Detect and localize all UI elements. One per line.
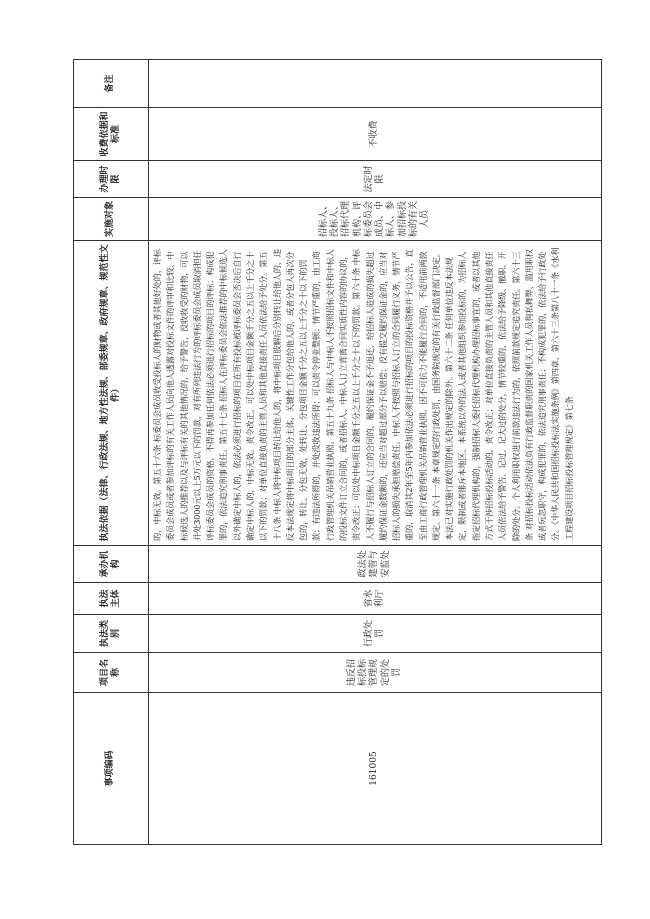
table-row <box>149 60 602 845</box>
header-target: 实施对象 <box>74 198 149 241</box>
header-item-code: 事项编码 <box>74 693 149 845</box>
cell-time-limit: 法定时限 <box>149 161 602 198</box>
legal-basis-text: 的，中标无效。第五十六条 标委员会成员收受投标人的财物或者其他好处的，评标委员会成员或者参加评标的有关工作人员向他人透露对投标文件的评审和比较、中标候选人的推荐以及与评标有关的其他情况的，给予警告，没收收受的财物，可以并处3000元以上5万元以下的罚款，对有所列违法行为的评标委员会成员取消担任评标委员会成员的资格，不得再参加任何依法必须进行招标的项目的评标；构成犯罪的，依法追究刑事责任。第五十七条 招标人在评标委员会依法推荐的中标候选人以外确定中标人的，依法必须进行招标的项目在所有投标被评标委员会否决后自行确定中标人的，中标无效。责令改正，可以处中标项目金额千分之五以上千分之十以下的罚款；对单位直接负责的主管人员和其他直接责任人员依法给予处分。第五十八条 中标人将中标项目转让给他人的，将中标项目肢解后分别转让给他人的，违反本法规定将中标项目的部分主体、关键性工作分包给他人的，或者分包人再次分包的，转让、分包无效，处转让、分包项目金额千分之五以上千分之十以下的罚款；有违法所得的，并处没收违法所得；可以责令停业整顿；情节严重的，由工商行政管理机关吊销营业执照。第五十九条 招标人与中标人不按照招标文件和中标人的投标文件订立合同的，或者招标人、中标人订立背离合同实质性内容的协议的，责令改正；可以处中标项目金额千分之五以上千分之十以下的罚款。第六十条 中标人不履行与招标人订立的合同的，履约保证金不予退还，给招标人造成的损失超过履约保证金数额的，还应当对超过部分予以赔偿；没有提交履约保证金的，应当对招标人的损失承担赔偿责任。中标人不按照与招标人订立的合同履行义务，情节严重的，取消其2年至5年内参加依法必须进行招标的项目的投标资格并予以公告，直至由工商行政管理机关吊销营业执照。因不可抗力不能履行合同的，不适用前两款规定。第六十一条 本章规定的行政处罚，由国务院规定的有关行政监督部门决定。本法已对实施行政处罚的机关作出规定的除外。第六十二条 任何单位违反本法规定，限制或者排斥本地区、本系统以外的法人或者其他组织参加投标的，为招标人指定招标代理机构的，强制招标人委托招标代理机构办理招标事宜的，或者以其他方式干涉招标投标活动的，责令改正；对单位直接负责的主管人员和其他直接责任人员依法给予警告、记过、记大过的处分，情节较重的，依法给予降级、撤职、开除的处分。个人利用职权进行前款违法行为的，依照前款规定追究责任。第六十三条 对招标投标活动依法负有行政监督职责的国家机关工作人员徇私舞弊、滥用职权或者玩忽职守，构成犯罪的，依法追究刑事责任；不构成犯罪的，依法给予行政处分。《中华人民共和国招标投标法实施条例》第四章、第六十三条第八十一条《水利工程建设项目招标投标管理规定》第七条 <box>152 247 574 541</box>
header-legal-basis: 执法依据（法律、行政法规、地方性法规、部委规章、政府规章、规范性文件） <box>74 241 149 546</box>
header-undertaking-agency: 承办机构 <box>74 546 149 583</box>
rotated-table-container <box>73 60 602 845</box>
cell-enforcement-subject: 省水利厅 <box>149 583 602 615</box>
cell-undertaking-agency: 政法处建管与安监处 <box>149 546 602 583</box>
header-enforcement-type: 执法类别 <box>74 615 149 653</box>
cell-item-code: 161005 <box>149 693 602 845</box>
cell-enforcement-type: 行政处罚 <box>149 615 602 653</box>
header-fee-basis: 收费依据和标准 <box>74 108 149 161</box>
header-time-limit: 办理时限 <box>74 161 149 198</box>
header-item-name: 项目名称 <box>74 653 149 693</box>
header-enforcement-subject: 执法主体 <box>74 583 149 615</box>
cell-item-name: 违反招标投标管理规定的处罚 <box>149 653 602 693</box>
cell-target: 招标人、投标人、招标代理机构、评标委员会成员、中标人、参加招标投标的有关人员 <box>149 198 602 241</box>
cell-legal-basis <box>149 241 602 546</box>
cell-remarks <box>149 60 602 108</box>
enforcement-table <box>73 59 602 845</box>
header-remarks: 备注 <box>74 60 149 108</box>
header-row <box>74 60 149 845</box>
cell-fee-basis: 不收费 <box>149 108 602 161</box>
